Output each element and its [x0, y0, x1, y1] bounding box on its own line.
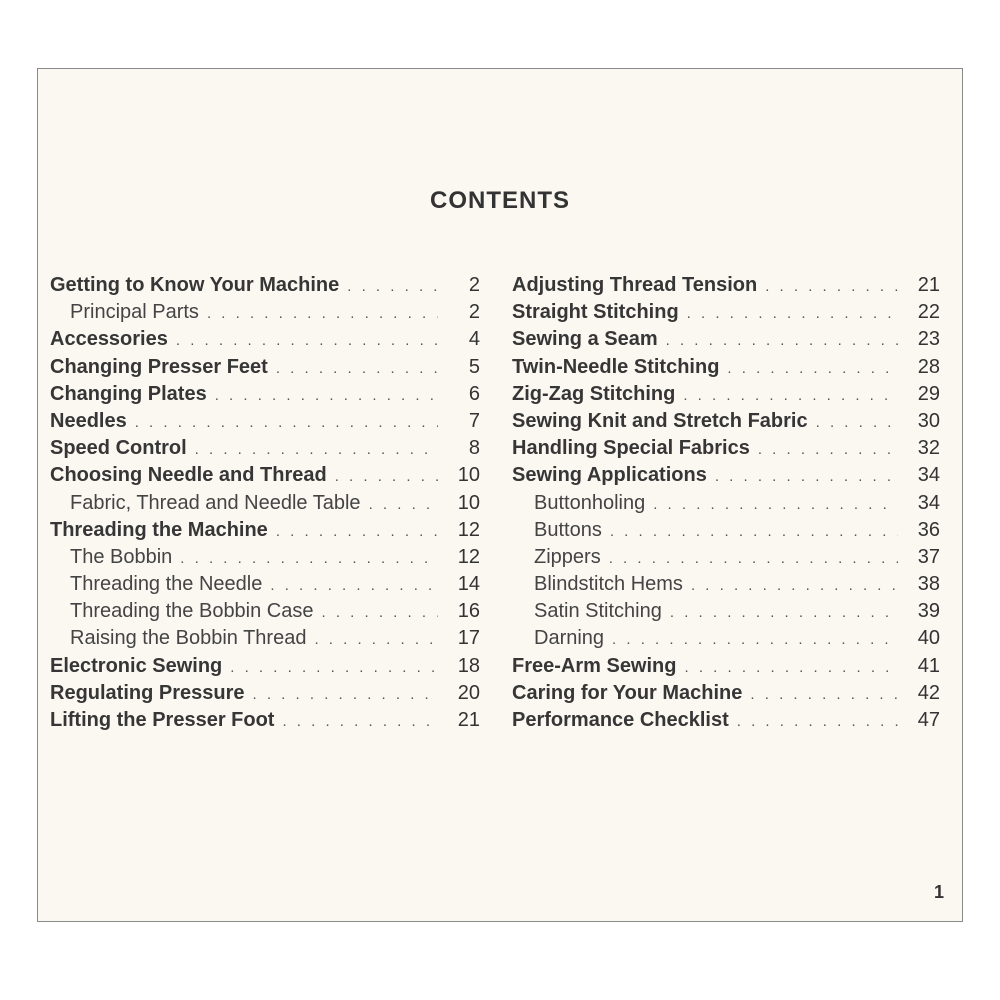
dot-leader — [715, 468, 898, 485]
dot-leader — [270, 577, 438, 594]
manual-page — [37, 68, 963, 922]
toc-entry-page-number: 23 — [917, 328, 940, 351]
toc-entry-label: Caring for Your Machine — [512, 681, 743, 704]
toc-entry-page-number: 32 — [917, 437, 940, 460]
dot-leader — [687, 305, 898, 322]
toc-entry — [50, 519, 480, 546]
toc-entry — [50, 383, 480, 410]
toc-entry-page-number: 12 — [457, 518, 480, 541]
toc-entry-label: Performance Checklist — [512, 709, 729, 731]
toc-entry-page-number: 47 — [917, 709, 940, 731]
dot-leader — [758, 441, 898, 458]
toc-entry-label: The Bobbin — [70, 545, 173, 568]
toc-entry-page-number: 29 — [917, 382, 940, 405]
toc-entry — [50, 709, 480, 736]
toc-entry-label: Needles — [50, 409, 127, 432]
dot-leader — [765, 278, 898, 295]
dot-leader — [207, 305, 438, 322]
toc-entry-label: Sewing Applications — [512, 464, 707, 487]
toc-entry-page-number: 41 — [917, 654, 940, 677]
toc-entry-label: Electronic Sewing — [50, 654, 223, 677]
toc-entry-page-number: 10 — [457, 464, 480, 487]
toc-entry-page-number: 2 — [468, 274, 480, 296]
dot-leader — [282, 713, 438, 730]
toc-entry — [512, 301, 940, 328]
toc-entry-label: Changing Presser Feet — [50, 355, 268, 378]
toc-entry-page-number: 34 — [917, 464, 940, 487]
toc-entry — [50, 464, 480, 491]
toc-entry-page-number: 16 — [457, 600, 480, 623]
toc-entry-label: Changing Plates — [50, 382, 207, 405]
toc-entry-page-number: 21 — [917, 274, 940, 296]
dot-leader — [180, 550, 438, 567]
toc-entry-page-number: 39 — [917, 600, 940, 623]
toc-entry-page-number: 37 — [917, 545, 940, 568]
toc-entry-page-number: 28 — [917, 355, 940, 378]
toc-entry-label: Threading the Bobbin Case — [70, 600, 314, 623]
toc-entry-page-number: 34 — [917, 491, 940, 514]
toc-entry-label: Handling Special Fabrics — [512, 437, 750, 460]
toc-entry — [512, 410, 940, 437]
toc-entry — [512, 600, 940, 627]
toc-entry-label: Straight Stitching — [512, 301, 679, 324]
toc-left-column — [50, 274, 480, 736]
toc-entry-page-number: 8 — [468, 437, 480, 460]
toc-entry-label: Buttons — [534, 518, 602, 541]
dot-leader — [135, 414, 438, 431]
toc-entry — [512, 356, 940, 383]
toc-entry-label: Regulating Pressure — [50, 681, 245, 704]
dot-leader — [691, 577, 898, 594]
toc-entry — [512, 437, 940, 464]
dot-leader — [335, 468, 438, 485]
page-title: CONTENTS — [430, 187, 570, 214]
page-number: 1 — [933, 882, 944, 902]
toc-entry — [50, 328, 480, 355]
toc-entry-label: Blindstitch Hems — [534, 573, 683, 596]
toc-entry-page-number: 5 — [468, 355, 480, 378]
toc-entry — [50, 301, 480, 328]
toc-entry — [50, 627, 480, 654]
toc-entry-label: Fabric, Thread and Needle Table — [70, 491, 361, 514]
toc-entry-label: Darning — [534, 627, 605, 650]
toc-entry-page-number: 17 — [457, 627, 480, 650]
toc-entry-label: Principal Parts — [70, 301, 199, 324]
dot-leader — [750, 686, 898, 703]
toc-right-column — [512, 274, 940, 736]
toc-entry — [50, 437, 480, 464]
dot-leader — [322, 604, 439, 621]
toc-entry-page-number: 21 — [457, 709, 480, 731]
dot-leader — [683, 387, 898, 404]
toc-entry — [50, 655, 480, 682]
toc-entry — [512, 464, 940, 491]
dot-leader — [670, 604, 898, 621]
toc-entry — [512, 328, 940, 355]
toc-entry — [512, 383, 940, 410]
dot-leader — [666, 332, 898, 349]
dot-leader — [195, 441, 438, 458]
toc-entry — [50, 356, 480, 383]
toc-entry-label: Adjusting Thread Tension — [512, 274, 758, 296]
toc-entry-page-number: 7 — [468, 409, 480, 432]
toc-entry-label: Lifting the Presser Foot — [50, 709, 275, 731]
toc-entry — [50, 410, 480, 437]
toc-entry-label: Accessories — [50, 328, 168, 351]
dot-leader — [176, 332, 438, 349]
toc-entry-label: Satin Stitching — [534, 600, 662, 623]
toc-entry-page-number: 40 — [917, 627, 940, 650]
toc-entry-page-number: 42 — [917, 681, 940, 704]
toc-entry-label: Buttonholing — [534, 491, 646, 514]
dot-leader — [684, 659, 898, 676]
dot-leader — [215, 387, 438, 404]
toc-entry — [50, 682, 480, 709]
toc-entry-label: Speed Control — [50, 437, 187, 460]
toc-entry — [50, 274, 480, 301]
toc-entry-page-number: 4 — [468, 328, 480, 351]
toc-entry — [512, 519, 940, 546]
toc-entry-label: Free-Arm Sewing — [512, 654, 677, 677]
dot-leader — [276, 360, 438, 377]
dot-leader — [737, 713, 898, 730]
dot-leader — [230, 659, 438, 676]
toc-entry-page-number: 36 — [917, 518, 940, 541]
toc-entry — [512, 573, 940, 600]
toc-entry-label: Threading the Machine — [50, 518, 268, 541]
toc-entry — [512, 627, 940, 654]
dot-leader — [314, 631, 438, 648]
toc-entry-label: Choosing Needle and Thread — [50, 464, 327, 487]
dot-leader — [653, 496, 898, 513]
toc-entry-page-number: 20 — [457, 681, 480, 704]
toc-entry-page-number: 30 — [917, 409, 940, 432]
toc-entry — [512, 546, 940, 573]
dot-leader — [253, 686, 438, 703]
dot-leader — [369, 496, 438, 513]
toc-entry-page-number: 10 — [457, 491, 480, 514]
toc-entry — [512, 655, 940, 682]
dot-leader — [609, 550, 898, 567]
dot-leader — [347, 278, 438, 295]
dot-leader — [612, 631, 898, 648]
toc-entry-label: Getting to Know Your Machine — [50, 274, 340, 296]
toc-entry — [512, 682, 940, 709]
toc-entry — [50, 600, 480, 627]
toc-entry — [50, 492, 480, 519]
dot-leader — [276, 523, 438, 540]
toc-entry — [512, 274, 940, 301]
dot-leader — [816, 414, 898, 431]
toc-entry-label: Threading the Needle — [70, 573, 263, 596]
toc-entry-label: Zippers — [534, 545, 601, 568]
toc-entry-page-number: 6 — [468, 382, 480, 405]
toc-entry-page-number: 2 — [468, 301, 480, 324]
toc-entry-page-number: 22 — [917, 301, 940, 324]
toc-entry-label: Sewing a Seam — [512, 328, 658, 351]
toc-entry — [50, 546, 480, 573]
toc-entry-page-number: 38 — [917, 573, 940, 596]
toc-entry-label: Sewing Knit and Stretch Fabric — [512, 409, 808, 432]
toc-entry-page-number: 18 — [457, 654, 480, 677]
toc-entry-label: Zig-Zag Stitching — [512, 382, 676, 405]
toc-entry-label: Twin-Needle Stitching — [512, 355, 720, 378]
toc-entry-page-number: 14 — [457, 573, 480, 596]
toc-entry-page-number: 12 — [457, 545, 480, 568]
toc-entry — [50, 573, 480, 600]
toc-entry — [512, 492, 940, 519]
dot-leader — [727, 360, 898, 377]
toc-entry — [512, 709, 940, 736]
dot-leader — [610, 523, 898, 540]
toc-entry-label: Raising the Bobbin Thread — [70, 627, 307, 650]
